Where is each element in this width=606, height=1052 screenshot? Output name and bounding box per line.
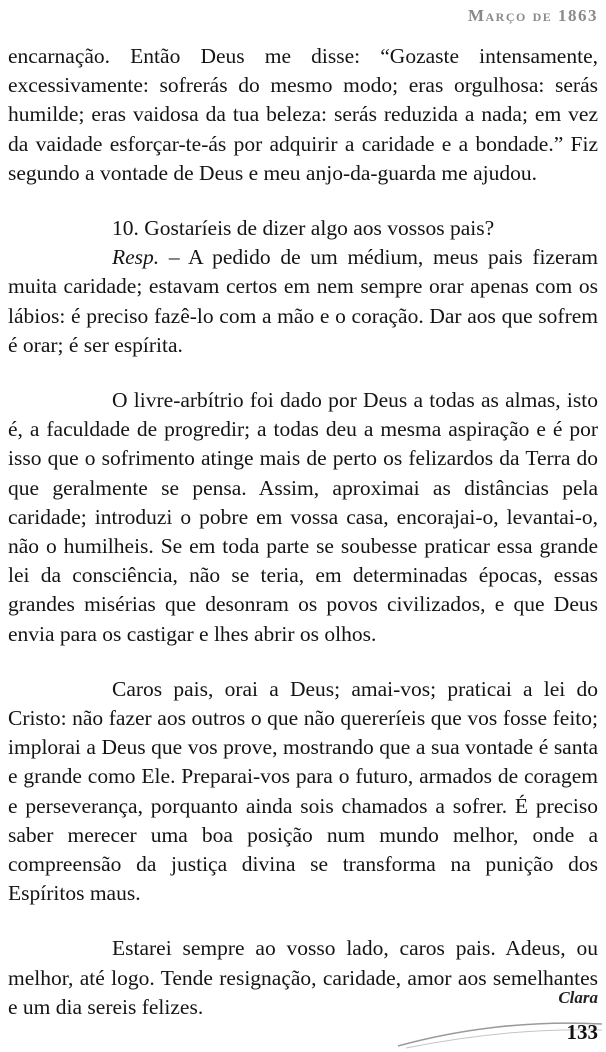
running-header: Março de 1863 [467, 6, 598, 25]
signature: Clara [558, 988, 598, 1007]
paragraph-dear-parents: Caros pais, orai a Deus; amai-vos; praticai a lei do Cristo: não fazer aos outros o que não quereríeis que vos fosse feito; implorai a Deus que vos prove, mostrando que a sua vontade é santa e grande como Ele. Preparai-vos para o futuro, armados de coragem e perseverança, porquanto ainda sois chamados a sofrer. É preciso saber merecer uma boa posição num mundo melhor, onde a compreensão da justiça divina se transforma na punição dos Espíritos maus. [8, 676, 598, 906]
page-number: 133 [566, 1020, 598, 1044]
response-paragraph [8, 243, 598, 360]
paragraph-free-will: O livre-arbítrio foi dado por Deus a todas as almas, isto é, a faculdade de progredir; a todas deu a mesma aspiração e é por isso que o sofrimento atinge mais de perto os felizardos da Terra do que geralmente se pensa. Assim, aproximai as distâncias pela caridade; introduzi o pobre em vossa casa, encorajai-o, levantai-o, não o humilheis. Se em toda parte se soubesse praticar essa grande lei da consciência, não se teria, em determinadas épocas, essas grandes misérias que desonram os povos civilizados, e que Deus envia para os castigar e lhes abrir os olhos. [8, 388, 598, 646]
response-text: – A pedido de um médium, meus pais fizeram muita caridade; estavam certos em nem sempre orar apenas com os lábios: é preciso fazê-lo com a mão e o coração. Dar aos que sofrem é orar; é ser espírita. [8, 245, 598, 357]
question-10: 10. Gostaríeis de dizer algo aos vossos pais? [112, 216, 495, 241]
paragraph-continuation: encarnação. Então Deus me disse: “Gozaste intensamente, excessivamente: sofrerás do mesmo modo; eras orgulhosa: serás humilde; eras vaidosa da tua beleza: serás reduzida a nada; em vez da vaidade esforçar-te-ás por adquirir a caridade e a bondade.” Fiz segundo a vontade de Deus e meu anjo-da-guarda me ajudou. [8, 44, 598, 185]
page-body [8, 42, 598, 1022]
response-label: Resp. [112, 245, 160, 270]
paragraph-farewell: Estarei sempre ao vosso lado, caros pais. Adeus, ou melhor, até logo. Tende resignação, caridade, amor aos semelhantes e um dia sereis felizes. [8, 936, 598, 1019]
